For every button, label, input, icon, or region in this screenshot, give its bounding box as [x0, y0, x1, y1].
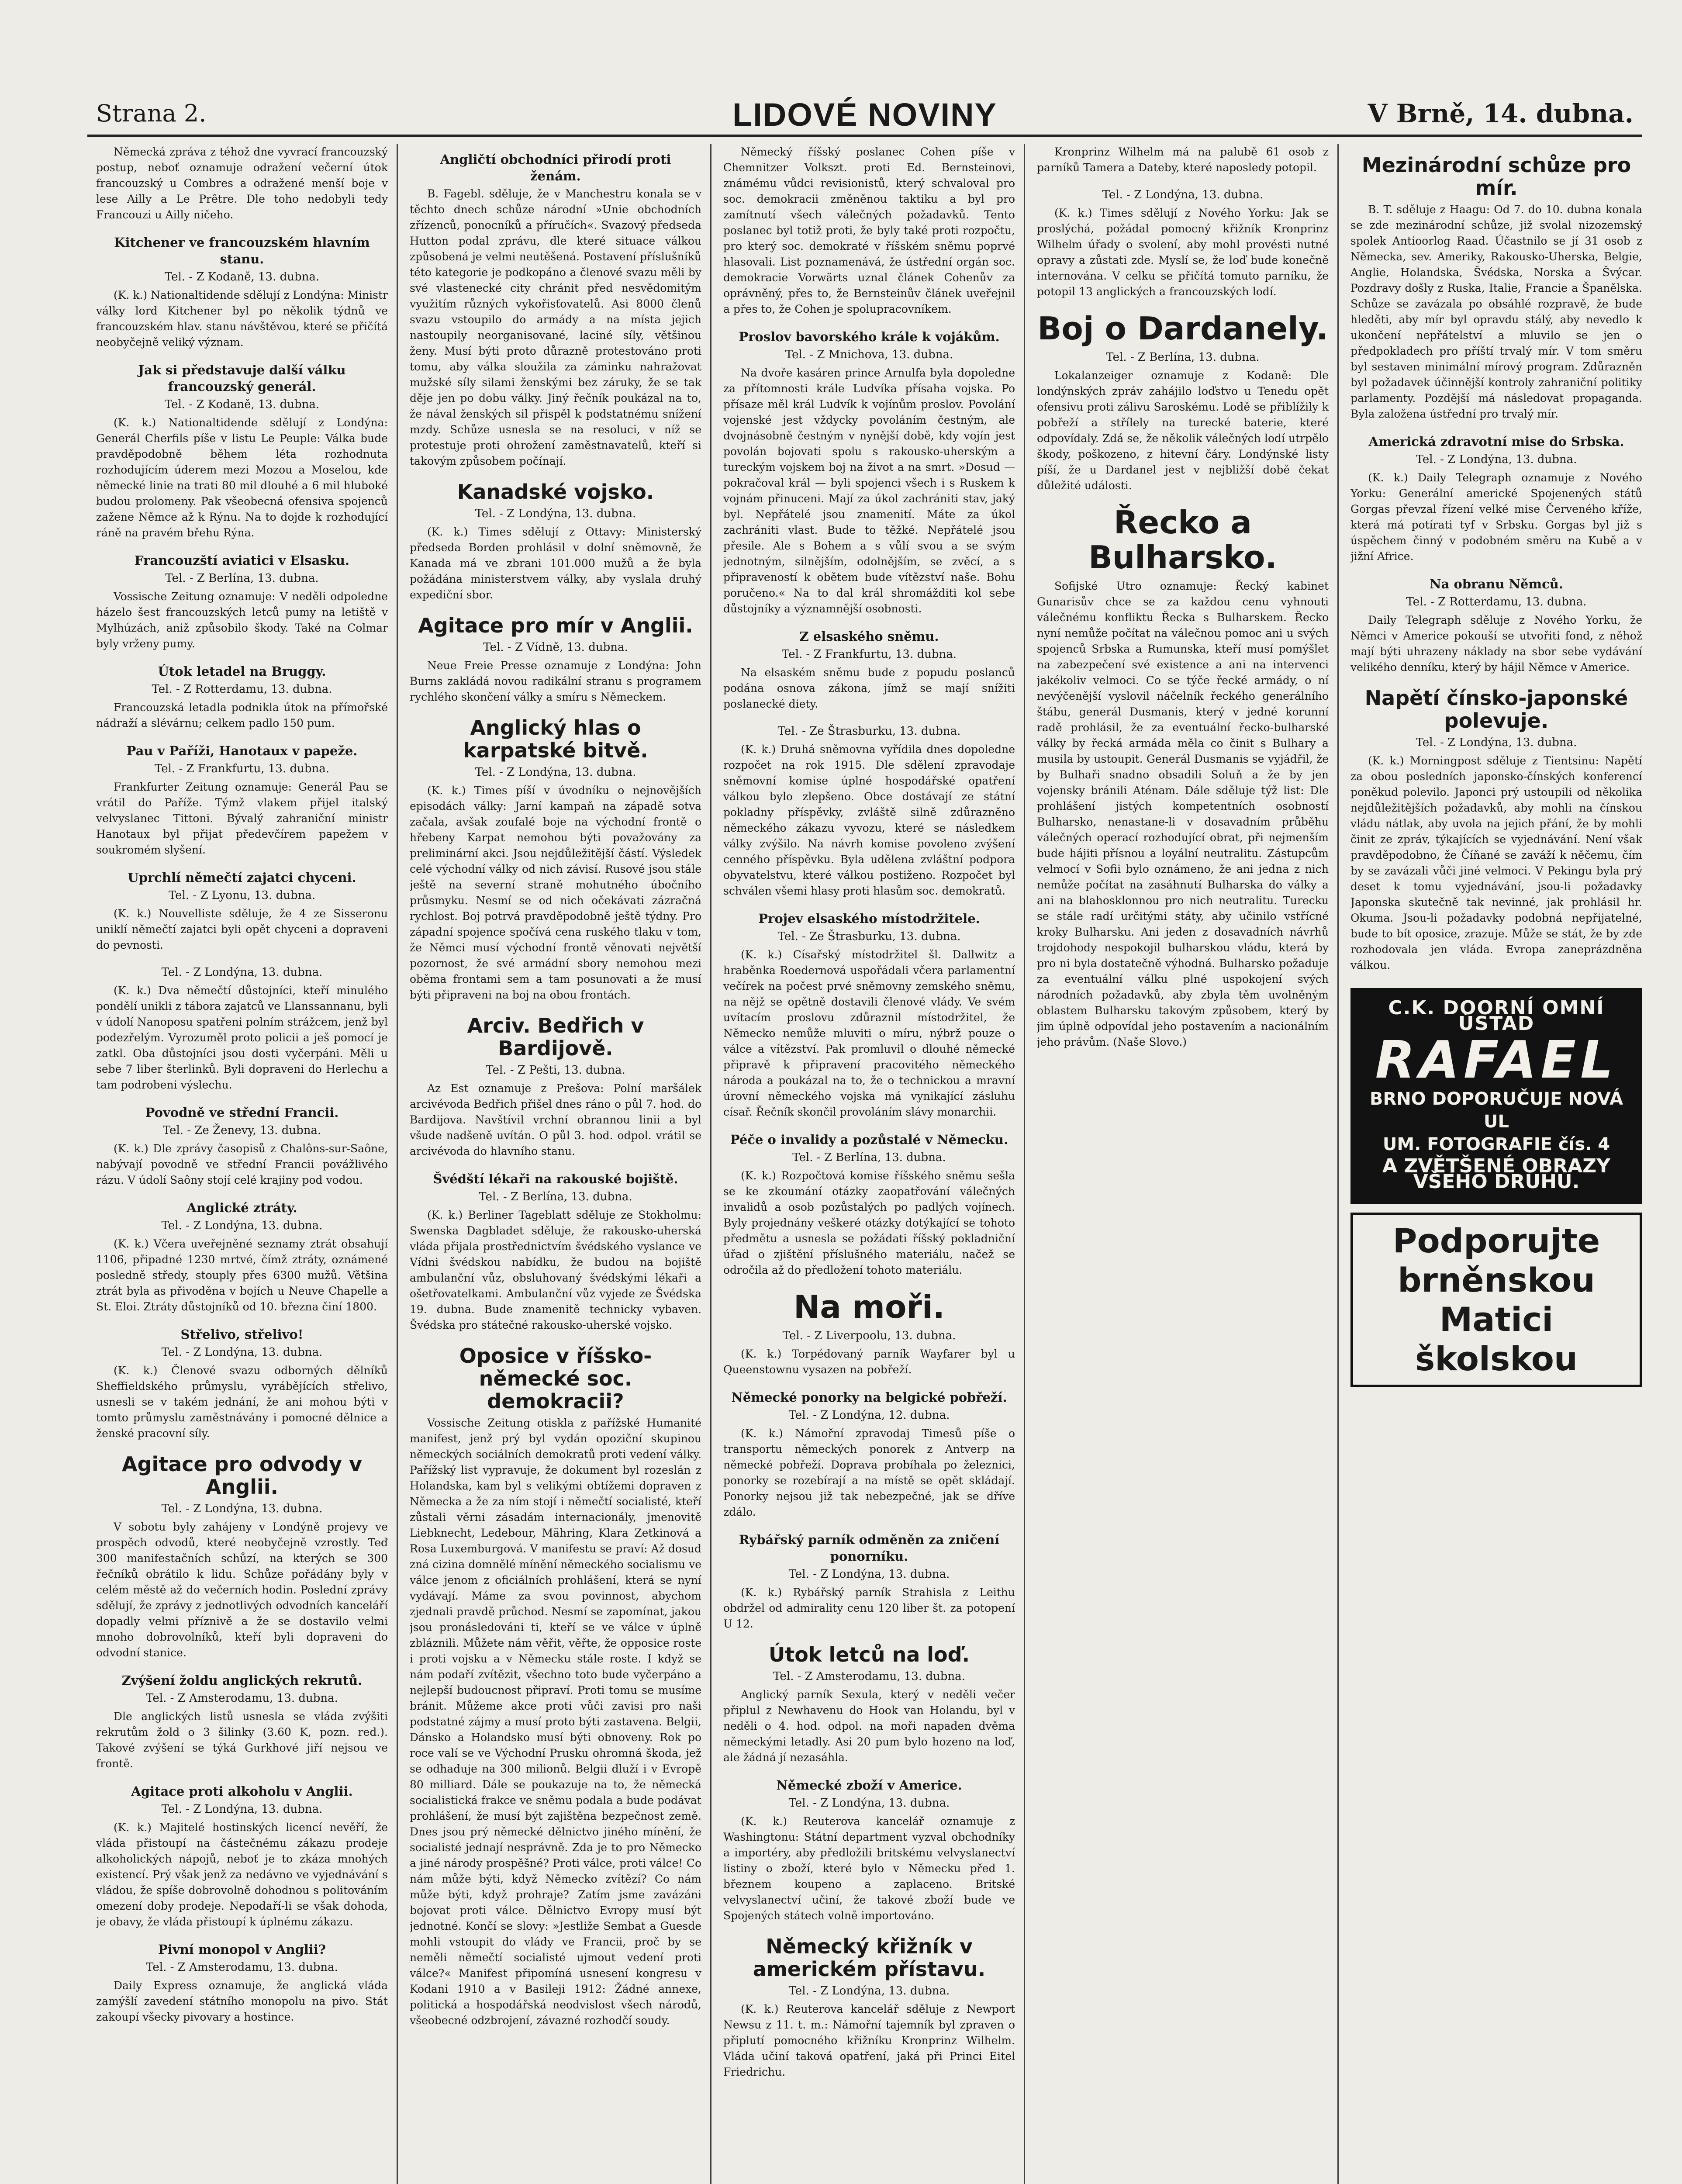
article-subheadline: Agitace proti alkoholu v Anglii.: [131, 1784, 353, 1799]
article-dateline: Tel. - Ze Štrasburku, 13. dubna.: [777, 930, 961, 943]
article-body: Německá zpráva z téhož dne vyvrací francouzský postup, neboť oznamuje odražení večerní útok francouzský u Combres a odražené menší boje v lese Ailly a Le Prêtre. Dle toho nedobyli tedy Francouzi u Ailly ničeho.: [96, 145, 388, 221]
column-rule: [710, 144, 711, 2184]
article: [1350, 687, 1642, 973]
article-subheadline: Povodně ve střední Francii.: [145, 1105, 339, 1120]
page-header: [87, 91, 1642, 137]
column-5: [1350, 144, 1642, 2184]
article-subheadline: Zvýšení žoldu anglických rekrutů.: [121, 1673, 363, 1688]
article-body: (K. k.) Rozpočtová komise říšského sněmu sešla se ke zkoumání otázky zaopatřování válečných invalidů a osob pozůstalých po padlých vojínech. Byly projednány veškeré otázky dotýkající se tohoto předmětu a usnesla se požádati říšský pokladniční úřad o zjištění příslušného materiálu, načež se odročila až do předložení tohoto materiálu.: [723, 1169, 1015, 1276]
article-body: Neue Freie Presse oznamuje z Londýna: John Burns zakládá novou radikální stranu s programem rychlého skončení války a smíru s Německem.: [410, 659, 701, 703]
article-dateline: Tel. - Z Frankfurtu, 13. dubna.: [154, 762, 330, 775]
article-dateline: Tel. - Z Amsterodamu, 13. dubna.: [146, 1692, 338, 1705]
article-body: (K. k.) Berliner Tageblatt sděluje ze Stokholmu: Swenska Dagbladet sděluje, že rakousko-uherská vláda přijala prostřednictvím švédského vyslance ve Vídni švédskou nabídku, že budou na bojiště ambulanční vůz, obsluhovaný švédskými lékaři a ošetřovatelkami. Ambulanční vůz vyjede ze Švédska 19. dubna. Bude znamenitě technicky vybaven. Švédska pro státečné rakousko-uherské vojsko.: [410, 1209, 701, 1331]
article-headline: Agitace pro odvody v Anglii.: [121, 1452, 363, 1499]
article: [723, 328, 1015, 617]
article-body: (K. k.) Dva němečtí důstojníci, kteří minulého pondělí unikli z tábora zajatců ve Llanssannanu, byli v údolí Nanoposu spatřeni polním strážcem, jenž byl podezřelým. Vyrozuměl proto policii a ješ pomocí je zatkl. Oba důstojníci jsou dosti vyčerpáni. Měli u sebe 7 liber šterlinků. Byli dopraveni do Herlechu a tam podrobeni výslechu.: [96, 984, 388, 1091]
article: [410, 480, 701, 603]
column-4: [1037, 144, 1329, 2184]
article-dateline: Tel. - Z Lyonu, 13. dubna.: [168, 889, 316, 902]
article-dateline: Tel. - Z Mnichova, 13. dubna.: [785, 348, 953, 361]
article-body: (K. k.) Reuterova kancelář oznamuje z Washingtonu: Státní department vyzval obchodníky a importéry, aby předložili britskému velvyslanectví listiny o zboží, které bylo v Německu před 1. březnem koupeno a zaplaceno. Britské velvyslanectví učiní, že takové zboží bude ve Spojených státech volně importováno.: [723, 1815, 1015, 1922]
article: [723, 723, 1015, 899]
article-body: Na dvoře kasáren prince Arnulfa byla dopoledne za přítomnosti krále Ludvíka přísaha vojska. Po přísaze měl král Ludvík k vojínům proslov. Povolání vojenské jest vždycky povoláním čestným, ale dvojnásobně čestným v nynější době, kdy vojín jest povolán bojovati spolu s rakousko-uherským a tureckým vojskem boj na život a na smrt. »Dosud — pokračoval král — byli spojenci všech i s Ruskem k vojnám přinuceni. Mají za úkol zachrániti stav, jaký byl. Nepřátelé jsou znamenití. Máte za úkol zachrániti vlast. Bude to těžké. Nepřátelé jsou přesile. Ale s Bohem a s vůlí svou a se svým jednotným, silnějším, odolnějším, se zvěcí, a s připraveností k obětem bude vítězství naše. Bohu poručeno.« Na to dal král shromážditi kol sebe důstojníky a významnější osobnosti.: [723, 366, 1015, 615]
article: [1037, 144, 1329, 176]
article-subheadline: Kitchener ve francouzském hlavním stanu.: [114, 235, 370, 266]
article: [96, 1104, 388, 1188]
article-body: Az Est oznamuje z Prešova: Polní maršálek arcivévoda Bedřich přišel dnes ráno o půl 7. hod. do Bardijova. Navštívil vrchní obrannou linii a byl všude nadšeně uvítán. O půl 3. hod. odpol. vrátil se arcivévoda do hlavního stanu.: [410, 1082, 701, 1158]
article: [96, 552, 388, 652]
article-subheadline: Střelivo, střelivo!: [180, 1327, 304, 1342]
article: [723, 1935, 1015, 2080]
article-body: (K. k.) Rybářský parník Strahisla z Leithu obdržel od admirality cenu 120 liber št. za potopení U 12.: [723, 1586, 1015, 1630]
article-subheadline: Angličtí obchodníci přirodí proti ženám.: [440, 152, 671, 183]
article-dateline: Tel. - Z Amsterodamu, 13. dubna.: [773, 1670, 965, 1683]
article-body: V sobotu byly zahájeny v Londýně projevy ve prospěch odvodů, které neobyčejně vzrostly. Teď 300 manifestačních schůzí, na kterých se 300 řečníků obrátilo k lidu. Schůze pořádány byly v celém městě až do večerních hodin. Poslední zprávy sdělují, že zprávy z jednotlivých odvodních kanceláří dopadly velmi příznivě a že se dostavilo velmi mnoho dobrovolníků, kteří byli dopraveni do odvodní stanice.: [96, 1521, 388, 1659]
ad-line: BRNO DOPORUČUJE NOVÁ UL: [1369, 1089, 1623, 1132]
article-body: (K. k.) Morningpost sděluje z Tientsinu: Napětí za obou posledních japonsko-čínských konferencí poněkud polevilo. Japonci prý ustoupili od několika nejdůležitějších požadavků, aby mohli na čínskou vládu nátlak, aby uvola na jejich přání, že by mohli činit ze zpráv, týkajících se vyjednávání. Není však pravděpodobno, že Číňané se zaváží k něčemu, čím by se zavázali vůči jiné velmoci. V Pekingu byla prý deset k tomu vyjednávání, jsou-li požadavky Japonska skutečně tak nevinné, jak prohlásil hr. Okuma. Jsou-li požadavky podobná nepřijatelné, bude to bít oposice, zrazuje. Může se stát, že by zde rozhodovala jen vláda. Evropa zaneprázdněna válkou.: [1350, 754, 1642, 971]
article-headline: Anglický hlas o karpatské bitvě.: [463, 716, 648, 762]
article-body: (K. k.) Times sdělují z Ottavy: Ministerský předseda Borden prohlásil v dolní sněmovně, že Kanada má ve zbrani 101.000 mužů a že byla požádána ministerstvem války, aby vyslala druhý expediční sbor.: [410, 525, 701, 601]
article-body: Daily Telegraph sděluje z Nového Yorku, že Němci v Americe pokouší se utvořiti fond, z něhož mají býti uhrazeny náklady na sbor sebe vydávání velikého denníku, který by hájil Němce v Americe.: [1350, 614, 1642, 674]
article-headline: Napětí čínsko-japonské polevuje.: [1364, 686, 1628, 733]
article-subheadline: Německé zboží v Americe.: [776, 1778, 962, 1793]
column-2: [410, 144, 701, 2184]
article-body: Kronprinz Wilhelm má na palubě 61 osob z parníků Tamera a Dateby, které naposledy potopil.: [1037, 145, 1329, 174]
article-body: (K. k.) Daily Telegraph oznamuje z Nového Yorku: Generální americké Spojenených států Gorgas převzal řízení velké mise Červeného kříže, která má potírati tyf v Srbsku. Gorgas byl již s úspěchem činný v podobném směru na Kubě a v jižní Africe.: [1350, 471, 1642, 563]
article-subheadline: Proslov bavorského krále k vojákům.: [739, 329, 1000, 344]
article: [410, 1344, 701, 2028]
article-body: (K. k.) Nationaltidende sdělují z Londýna: Ministr války lord Kitchener byl po několik týdnů ve francouzském hlav. stanu návštěvou, které se přičítá neobyčejně veliký význam.: [96, 289, 388, 349]
article-dateline: Tel. - Z Berlína, 13. dubna.: [1106, 351, 1260, 364]
article: [96, 743, 388, 858]
article-body: Na elsaském sněmu bude z popudu poslanců podána osnova zákona, jímž se mají snížiti poslanecké diety.: [723, 666, 1015, 710]
column-rule: [1024, 144, 1025, 2184]
article-dateline: Tel. - Z Kodaně, 13. dubna.: [164, 270, 320, 283]
article: [1350, 433, 1642, 564]
ad-line: A ZVĚTŠENÉ OBRAZY VŠEHO DRUHU.: [1382, 1155, 1610, 1193]
article: [96, 964, 388, 1093]
column-3: [723, 144, 1015, 2184]
article-body: (K. k.) Námořní zpravodaj Timesů píše o transportu německých ponorek z Antverp na německé pobřeží. Doprava probíhala po železnici, ponorky se rozebírají a na místě se opět skládají. Ponorky nejsou již tak nebezpečné, jak se dříve zdálo.: [723, 1427, 1015, 1518]
article: [723, 1531, 1015, 1632]
article-headline-large: Na moři.: [794, 1289, 945, 1325]
article-body: Vossische Zeitung oznamuje: V neděli odpoledne házelo šest francouzských letců pumy na letiště v Mylhúzách, aniž způsobilo škody. Také na Colmar byly vrženy pumy.: [96, 590, 388, 650]
article-dateline: Tel. - Z Kodaně, 13. dubna.: [164, 398, 320, 411]
article-dateline: Tel. - Z Londýna, 13. dubna.: [1102, 188, 1264, 201]
article-dateline: Tel. - Z Londýna, 13. dubna.: [161, 1803, 323, 1816]
article-dateline: Tel. - Z Rotterdamu, 13. dubna.: [152, 683, 332, 696]
article-subheadline: Americká zdravotní mise do Srbska.: [1368, 434, 1624, 449]
article-body: Sofijské Utro oznamuje: Řecký kabinet Gunarisův chce se za každou cenu vyhnouti válečnému konfliktu Řecka s Bulharskem. Řecko nyní nemůže počítat na válečnou pomoc ani u svých spojenců Srbska a Rumunska, kteří musí pomýšlet na zabezpečení své existence a ani na intervenci jakékoliv velmoci. Co se týče řecké armády, o ní nevýčenější vyslovil náčelník řeckého generálního štábu, generál Dusmanis, který v jedné korunní radě prohlásil, že za eventuální řecko-bulharské války by řecká armáda měla co činit s Bulhary a musila by ustoupit. Generál Dusmanis se vyjádřil, že by Bulhaři snadno obsadili Soluň a že by jen vojensky bránili Aténam. Dále sděluje týž list: Dle prohlášení jistých kompetentních osobností Bulharsko, nenastane-li v dosavadním průběhu válečných operací rozhodující obrat, při nejmenším bude hájiti přísnou a loyální neutralitu. Zástupcům velmocí v Sofii bylo oznámeno, že ani jedna z nich nemůže počítat na zasáhnutí Bulharska do války a ani na blahosklonnou pro nich neutralitu. Turecku se stále radí určitými státy, aby učinilo vstřícné kroky Bulharsku. Ani jeden z dosavadních návrhů trojdohody nespokojil bulharskou vládu, která by pro ni byla dostatečně výhodná. Bulharsko požaduje za eventuální válku plné uspokojení svých národních požadavků, aby zbyla těm uvolněným oblastem Bulharsku takovým způsobem, který by jim úplně odpovídal jeho postavením a nacionálním jeho právům. (Naše Slovo.): [1037, 580, 1329, 1048]
article: [96, 663, 388, 731]
article: [410, 614, 701, 705]
article-body: Vossische Zeitung otiskla z pařížské Humanité manifest, jenž prý byl vydán opoziční skupinou německých sociálních demokratů proti vedení války. Pařížský list vypravuje, že dokument byl rozeslán z Holandska, kam byl s velikými obtížemi dopraven z Německa a že za ním stojí i němečtí socialisté, kteří zůstali věrni zásadám internacionály, jmenovitě Liebknecht, Ledebour, Mähring, Klara Zetkinová a Rosa Luxemburgová. V manifestu se praví: Až dosud zná cizina domnělé mínění německého socialismu ve válce jenom z oficiálních prohlášení, která se nyní vydávají. Máme za svou povinnost, abychom zjednali pravdě průchod. Nesmí se zapomínat, jakou jsou pronásledováni ti, kteří se ve válce v úplně zbláznili. Můžete nám věřit, věřte, že opposice roste i proti vojsku a v Německu stále roste. I když se nám podaří zvítězit, všechno toto bude vyčerpáno a nejlepší budoucnost připraví. Proti tomu se musíme bránit. Můžeme akce proti vůči zavisi pro naši podstatné zájmy a musí proto býti zastavena. Belgii, Dánsko a Holandsko musí býti obnoveny. Rok po roce valí se ve Východní Prusku ohromná škoda, jež se odhaduje na 300 milionů. Belgii dluží i v Evropě 80 milliard. Dále se poukazuje na to, že německá socialistická frakce ve sněmu podala a bude podávat prohlášení, že musí být zajištěna bezpečnost země. Dnes jsou prý německé dělnictvo jiného mínění, že socialisté jednají nesprávně. Zda je to pro Německo a jiné národy prospěšné? Proti válce, proti válce! Co nám může býti, když Německo zvítězí? Co nám může býti, když prohraje? Zatím jsme zavázáni bojovat proti válce. Dělnictvo Evropy musí být jednotné. Končí se slovy: »Jestliže Sembat a Guesde mohli vstoupit do vlády ve Francii, proč by se neměli němečtí socialisté ujmout vedení proti válce?« Manifest připomíná usnesení kongresu v Kodani 1910 a v Basileji 1912: Žádné annexe, politická a hospodářská neodvislost všech národů, všeobecné odzbrojení, závazné rozhodčí soudy.: [410, 1417, 701, 2027]
article-dateline: Tel. - Z Londýna, 13. dubna.: [1416, 453, 1577, 466]
article-body: B. Fagebl. sděluje, že v Manchestru konala se v těchto dnech schůze národní »Unie obchodních zřízenců, ponocníků a příručích«. Svazový předseda Hutton podal zprávu, dle které situace válkou způsobená je velmi neutěšená. Postavení příslušníků této kategorie je podkopáno a členové svazu měli by své vlastenecké city chránit před nesvědomitým využitím různých vykořisťovatelů. Asi 8000 členů svazu vstoupilo do armády a na místa jejich nastoupily neorganisované, laciné síly, většinou ženy. Musí býti proto důrazně protestováno proti tomu, aby válka sloužila za záminku nahražovat mužské síly silami ženskými bez záruky, že se tak děje jen po dobu války. Jiný řečník poukázal na to, že nával ženských sil přispěl k podstatnému snížení mzdy. Schůze usnesla se na resoluci, v níž se protestuje proti ohrožení zaměstnavatelů, kteří si takovým způsobem počínají.: [410, 187, 701, 467]
article: [410, 716, 701, 1003]
article-subheadline: Projev elsaského místodržitele.: [758, 911, 980, 926]
article-headline: Kanadské vojsko.: [457, 480, 654, 504]
article-body: (K. k.) Torpédovaný parník Wayfarer byl u Queenstownu vysazen na pobřeží.: [723, 1348, 1015, 1376]
article-dateline: Tel. - Ze Ženevy, 13. dubna.: [162, 1124, 321, 1137]
article: [723, 1289, 1015, 1378]
article: [410, 1014, 701, 1159]
article-dateline: Tel. - Z Londýna, 13. dubna.: [788, 1984, 950, 1997]
article-subheadline: Francouzští aviatici v Elsasku.: [134, 553, 350, 568]
article-body: B. T. sděluje z Haagu: Od 7. do 10. dubna konala se zde mezinárodní schůze, již svolal nizozemský spolek Antioorlog Raad. Účastnilo se jí 31 osob z Německa, sev. Ameriky, Rakousko-Uherska, Belgie, Anglie, Holandska, Švédska, Norska a Švýcar. Pozdravy došly z Ruska, Italie, Francie a Španělska. Schůze se zavázala po obsáhlé rozpravě, že bude hleděti, aby mír byl opravdu stálý, aby nevedlo k ukončení nepřátelství a mluvilo se jen o předpokladech pro příští trvalý mír. V tom směru byl sestaven minimální mírový program. Zdůrazněn byl požadavek účinnější kontroly zahraniční politiky parlamenty. Pozdější má následovat propaganda. Byla založena ústřední pro trvalý mír.: [1350, 203, 1642, 420]
article-dateline: Tel. - Z Berlína, 13. dubna.: [792, 1151, 946, 1164]
article-subheadline: Péče o invalidy a pozůstalé v Německu.: [730, 1132, 1009, 1147]
article-headline: Oposice v říšsko-německé soc. demokracii?: [459, 1344, 652, 1413]
article-subheadline: Pau v Paříži, Hanotaux v papeže.: [126, 743, 358, 758]
article-body: (K. k.) Dle zprávy časopisů z Chalôns-sur-Saône, nabývají povodně ve střední Francii povážlivého rázu. V údolí Saôny stojí celé krajiny pod vodou.: [96, 1142, 388, 1186]
article-body: (K. k.) Nationaltidende sdělují z Londýna: Generál Cherfils píše v listu Le Peuple: Válka bude pravděpodobně během léta rozhodnuta rozhodujícím úderem mezi Mozou a Moselou, kde německé linie na trati 80 mil dlouhé a 6 mil hluboké budou prolomeny. Pak všeobecná ofensiva spojenců zažene Němce až k Rýnu. Na to dojde k rozhodující ráně na pravém břehu Rýna.: [96, 416, 388, 539]
article: [723, 1643, 1015, 1766]
article-body: Lokalanzeiger oznamuje z Kodaně: Dle londýnských zpráv zahájilo loďstvo u Tenedu opět ofensivu proti zálivu Saroskému. Lodě se přiblížily k pobřeží a střílely na turecké baterie, které odpovídaly. Zdá se, že několik válečných lodí utrpělo škody, poškozeno, z hitevní čáry. Londýnské listy píší, že u Dardanel jest v nejbližší době čekat důležité události.: [1037, 369, 1329, 492]
column-1: [96, 144, 388, 2184]
article-dateline: Tel. - Ze Štrasburku, 13. dubna.: [777, 725, 961, 738]
article: [723, 628, 1015, 712]
article-headline: Mezinárodní schůze pro mír.: [1361, 153, 1631, 200]
article-dateline: Tel. - Z Londýna, 13. dubna.: [788, 1797, 950, 1810]
article-dateline: Tel. - Z Londýna, 13. dubna.: [1416, 736, 1577, 749]
article-body: Anglický parník Sexula, který v neděli večer připlul z Newhavenu do Hook van Holandu, byl v neděli o 4. hod. odpol. na moři napaden dvěma německými letadly. Asi 20 pum bylo hozeno na loď, ale žádná jí nezasáhla.: [723, 1688, 1015, 1764]
article-dateline: Tel. - Z Londýna, 13. dubna.: [161, 1346, 323, 1359]
article: [96, 234, 388, 350]
article-body: (K. k.) Druhá sněmovna vyřídila dnes dopoledne rozpočet na rok 1915. Dle sdělení zpravodaje sněmovní komise úplné hospodářské opatření válkou bylo zlepšeno. Obce dostávají ze státní pokladny příspěvky, zvláště silně zdůrazněno německého zákazu vyvozu, které se následkem války zvýšilo. Na návrh komise povoleno zvýšení cenného příspěvku. Byla udělena zvláštní podpora obyvatelstvu, které válkou postiženo. Rozpočet byl schválen všemi hlasy proti hlasům soc. demokratů.: [723, 743, 1015, 897]
article-subheadline: Rybářský parník odměněn za zničení ponorníku.: [739, 1532, 1000, 1564]
article: [723, 144, 1015, 317]
article-body: (K. k.) Majitelé hostinských licencí nevěří, že vláda přistoupí na částečnému zákazu prodeje alkoholických nápojů, neboť je to zkáza mnohých existencí. Prý však jenž za nedávno ve vyjednávání s vládou, že spíše dobrovolně dohodnou s politováním omezení doby prodeje. Nepodaří-li se však dohoda, je obavy, že vláda přistoupí k úplnému zákazu.: [96, 1821, 388, 1928]
article-body: (K. k.) Císařský místodržitel šl. Dallwitz a hraběnka Roedernová uspořádali včera parlamentní večírek na počest prvé sněmovny zemského sněmu, na nějž se opětně dostavili členové vlády. Ve svém uvítacím proslovu zdůraznil místodržitel, že Německo nemůže mluviti o míru, nýbrž pouze o válce a vítězství. Pak promluvil o dlouhé německé připravě k připravení pracovitého německého národa a poukázal na to, že o technickou a mravní úrovní německého vojska má vynikající zásluhu císař. Řečník skončil provoláním slávy monarchii.: [723, 948, 1015, 1118]
article-subheadline: Jak si představuje další válku francouzský generál.: [138, 363, 346, 394]
article-subheadline: Německé ponorky na belgické pobřeží.: [731, 1390, 1007, 1405]
article-subheadline: Anglické ztráty.: [187, 1200, 297, 1215]
article-headline-large: Řecko a Bulharsko.: [1088, 504, 1277, 576]
article: [1037, 187, 1329, 300]
issue-date: V Brně, 14. dubna.: [1368, 99, 1634, 128]
article-subheadline: Švédští lékaři na rakouské bojiště.: [433, 1171, 678, 1186]
article: [96, 362, 388, 541]
article: [96, 1199, 388, 1315]
article-subheadline: Na obranu Němců.: [1430, 577, 1563, 591]
article-dateline: Tel. - Z Rotterdamu, 13. dubna.: [1406, 595, 1587, 608]
ad-line: C.K. DOORNÍ OMNÍ ÚSTAD: [1388, 997, 1605, 1035]
article-subheadline: Z elsaského sněmu.: [799, 629, 939, 644]
article: [96, 144, 388, 223]
article-body: Francouzská letadla podnikla útok na přímořské nádraží a slévárnu; celkem padlo 150 pum.: [96, 701, 388, 729]
promo-box: Podporujte brněnskou Matici školskou: [1350, 1213, 1642, 1387]
article: [96, 1453, 388, 1661]
article-body: Frankfurter Zeitung oznamuje: Generál Pau se vrátil do Paříže. Týmž vlakem přijel italský velvyslanec Tittoni. Bývalý zahraniční ministr Hanotaux byl přijat předevčírem papežem v soukromém slyšení.: [96, 781, 388, 856]
article-dateline: Tel. - Z Liverpoolu, 13. dubna.: [782, 1329, 956, 1342]
article: [1350, 154, 1642, 422]
article: [96, 1326, 388, 1441]
article-dateline: Tel. - Z Londýna, 12. dubna.: [788, 1409, 950, 1422]
article-body: (K. k.) Times píší v úvodníku o nejnovějších episodách války: Jarní kampaň na západě sotva začala, avšak zoufalé boje na východní frontě o hřebeny Karpat nemohou býti považovány za preliminární akci. Jsou nejdůležitější částí. Výsledek celé východní války od nich závisí. Rusové jsou stále ještě na severní straně mohutného úbočního průsmyku. Nesmí se od nich očekávati zázračná rychlost. Boj potrvá pravděpodobně ještě týdny. Pro západní spojence spočívá cena ruského tlaku v tom, že Němci musí východní frontě věnovati největší pozornost, že své armádní sbory nemohou mezi oběma frontami sem a tam posunovati a že musí býti připraveni na boj na obou frontách.: [410, 784, 701, 1001]
article: [96, 869, 388, 953]
article-subheadline: Útok letadel na Bruggy.: [158, 664, 326, 679]
article-headline: Útok letců na loď.: [768, 1643, 970, 1666]
article: [96, 1941, 388, 2025]
column-rule: [397, 144, 398, 2184]
article-body: Německý říšský poslanec Cohen píše v Chemnitzer Volkszt. proti Ed. Bernsteinovi, známému vůdci revisionistů, který schvaloval pro soc. demokracii změněnou taktiku a byl pro zamítnutí všech válečných požadavků. Tento poslanec byl totiž proti, že byly také proti rozpočtu, pro který soc. demokraté v říšském sněmu poprvé hlasovali. List poznamenává, že ústřední orgán soc. demokracie Vorwärts uznal článek Cohenův za oprávněný, přes to, že Bernsteinův článek uveřejnil a přes to, že Cohen je spolupracovníkem.: [723, 145, 1015, 315]
article-dateline: Tel. - Z Berlína, 13. dubna.: [165, 572, 319, 585]
article-dateline: Tel. - Z Berlína, 13. dubna.: [479, 1190, 632, 1203]
article: [723, 1131, 1015, 1278]
article-dateline: Tel. - Z Amsterodamu, 13. dubna.: [146, 1961, 338, 1974]
article-headline: Německý křižník v americkém přístavu.: [753, 1935, 986, 1981]
article-body: (K. k.) Times sdělují z Nového Yorku: Jak se proslýchá, požádal pomocný křižník Kronprinz Wilhelm úřady o svolení, aby mohl provésti nutné opravy a zůstati zde. Myslí se, že loď bude konečně internována. V celku se přičítá tomuto parníku, že potopil 13 anglických a francouzských lodí.: [1037, 207, 1329, 298]
article-headline-large: Boj o Dardanely.: [1037, 310, 1328, 347]
article-dateline: Tel. - Z Londýna, 13. dubna.: [161, 1219, 323, 1232]
article-subheadline: Uprchlí němečtí zajatci chyceni.: [128, 870, 356, 885]
article: [1350, 576, 1642, 675]
masthead-title: LIDOVÉ NOVINY: [732, 97, 997, 133]
article-dateline: Tel. - Z Londýna, 13. dubna.: [475, 507, 636, 520]
article: [723, 1389, 1015, 1520]
advertisement-box: [1350, 988, 1642, 1204]
article: [723, 910, 1015, 1120]
article-body: (K. k.) Členové svazu odborných dělníků Sheffieldského průmyslu, vyrábějících střelivo, usnesli se v takém jednání, že ani mohou býti v tomto průmyslu zaměstnávány i pomocné dělnice a ženské pracovní síly.: [96, 1364, 388, 1440]
article-headline: Agitace pro mír v Anglii.: [418, 614, 693, 637]
article-dateline: Tel. - Z Londýna, 13. dubna.: [161, 966, 323, 979]
article: [1037, 311, 1329, 494]
page-number: Strana 2.: [96, 100, 207, 127]
article: [410, 151, 701, 469]
article-body: (K. k.) Včera uveřejněné seznamy ztrát obsahují 1106, připadné 1230 mrtvé, čímž ztráty, oznámené posledně středy, stouply přes 6300 mužů. Většina ztrát byla as přivoděna v bojích u Neuve Chapelle a St. Eloi. Ztráty důstojníků od 10. března činí 1800.: [96, 1237, 388, 1313]
article-subheadline: Pivní monopol v Anglii?: [158, 1942, 326, 1957]
article-dateline: Tel. - Z Frankfurtu, 13. dubna.: [781, 648, 957, 661]
ad-brand-name: RAFAEL: [1375, 1030, 1618, 1090]
article-dateline: Tel. - Z Londýna, 13. dubna.: [475, 766, 636, 779]
article: [723, 1777, 1015, 1924]
article: [96, 1783, 388, 1930]
article-dateline: Tel. - Z Pešti, 13. dubna.: [486, 1064, 625, 1077]
article-dateline: Tel. - Z Londýna, 13. dubna.: [788, 1568, 950, 1581]
article-body: Dle anglických listů usnesla se vláda zvýšiti rekrutům žold o 3 šilinky (3.60 K, pozn. red.). Takové zvýšení se týká Gurkhové jiří nejsou ve frontě.: [96, 1710, 388, 1770]
column-rule: [1337, 144, 1339, 2184]
article-body: Daily Express oznamuje, že anglická vláda zamýšlí zavedení státního monopolu na pivo. Stát zakoupí všecky pivovary a hostince.: [96, 1979, 388, 2023]
article: [1037, 505, 1329, 1050]
article: [96, 1672, 388, 1772]
ad-line: UM. FOTOGRAFIE čís. 4: [1382, 1134, 1610, 1154]
article: [410, 1171, 701, 1333]
article-dateline: Tel. - Z Vídně, 13. dubna.: [483, 641, 628, 654]
article-body: (K. k.) Nouvelliste sděluje, že 4 ze Sisseronu uniklí němečtí zajatci byli opět chyceni a dopraveni do pevnosti.: [96, 907, 388, 951]
article-dateline: Tel. - Z Londýna, 13. dubna.: [161, 1502, 323, 1515]
article-headline: Arciv. Bedřich v Bardijově.: [467, 1014, 644, 1060]
article-body: (K. k.) Reuterova kancelář sděluje z Newport Newsu z 11. t. m.: Námořní tajemník byl zpraven o připlutí pomocného křižníku Kronprinz Wilhelm. Vláda učiní taková opatření, jaká při Princi Eitel Friedrichu.: [723, 2003, 1015, 2078]
